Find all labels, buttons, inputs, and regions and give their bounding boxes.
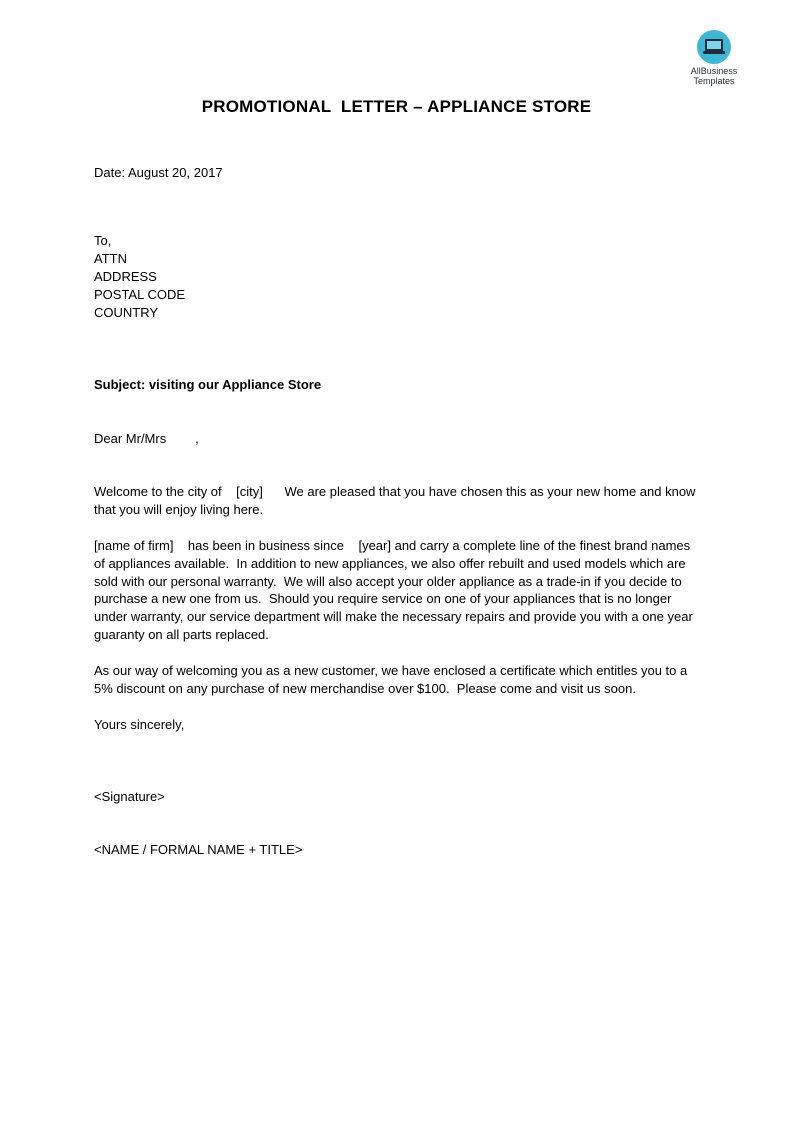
signature-placeholder: <Signature>	[94, 789, 165, 804]
paragraph-welcome: Welcome to the city of [city] We are pleased that you have chosen this as your new home and know that you will enjoy living here.	[94, 484, 700, 517]
recipient-postal-code: POSTAL CODE	[94, 287, 186, 302]
letter-closing: Yours sincerely,	[94, 717, 185, 732]
recipient-attn: ATTN	[94, 251, 127, 266]
recipient-to: To,	[94, 233, 112, 248]
paragraph-discount: As our way of welcoming you as a new customer, we have enclosed a certificate which entitles you to a 5% discount on any purchase of new merchandise over $100. Please come and visit us soon.	[94, 663, 691, 696]
recipient-address: ADDRESS	[94, 269, 157, 284]
logo-text-line2: Templates	[693, 76, 735, 86]
logo-badge	[697, 30, 731, 64]
letter-subject: Subject: visiting our Appliance Store	[94, 377, 322, 392]
allbusiness-templates-logo	[680, 30, 748, 86]
logo-text-line1: AllBusiness	[690, 66, 738, 76]
letter-title: PROMOTIONAL LETTER – APPLIANCE STORE	[201, 97, 592, 116]
recipient-country: COUNTRY	[94, 305, 159, 320]
letter-date: Date: August 20, 2017	[94, 165, 223, 180]
paragraph-business: [name of firm] has been in business since [year] and carry a complete line of the finest brand names of appliances available. In addition to new appliances, we also offer rebuilt and used models which are sold with our personal warranty. We will also accept your older appliance as a trade-in if you decide to purchase a new one from us. Should you require service on one of your appliances that is no longer under warranty, our service department will make the necessary repairs and provide you with a one year guaranty on all parts replaced.	[94, 538, 697, 642]
name-title-placeholder: <NAME / FORMAL NAME + TITLE>	[94, 842, 303, 857]
letter-salutation: Dear Mr/Mrs ,	[94, 431, 199, 446]
laptop-icon	[703, 38, 725, 56]
